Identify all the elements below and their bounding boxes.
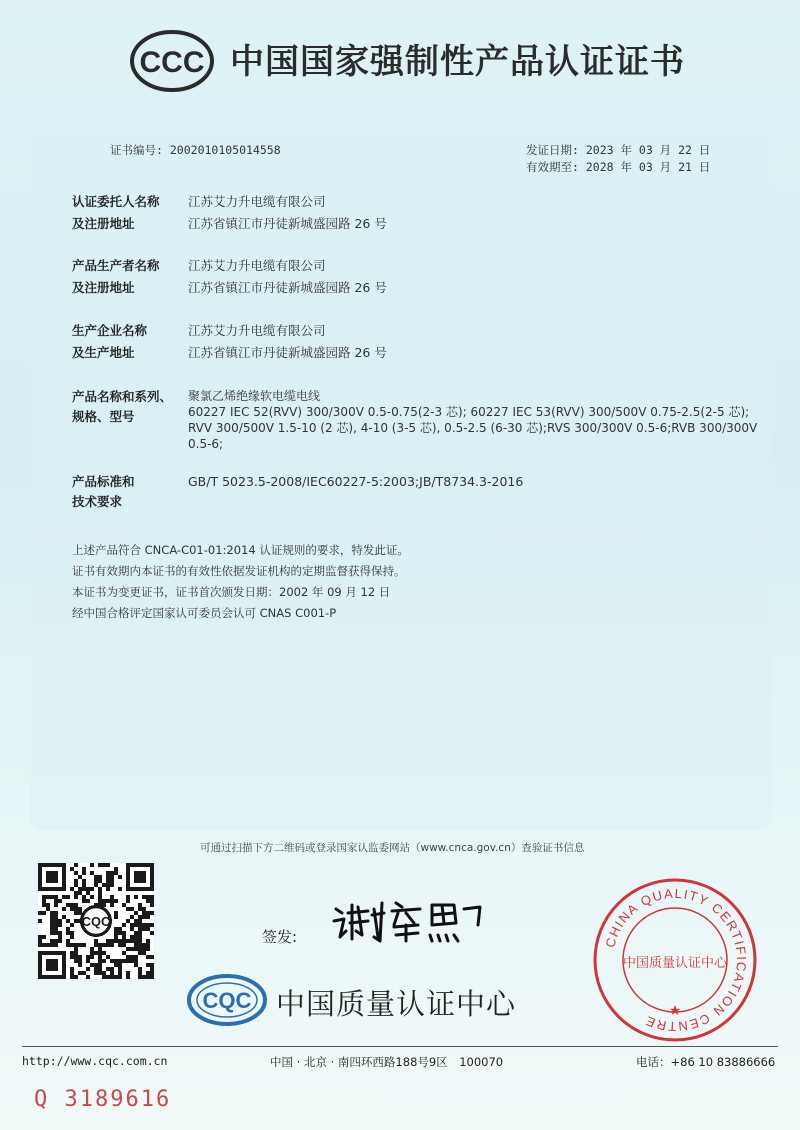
official-seal — [590, 875, 760, 1045]
field-label: 生产企业名称 — [72, 323, 148, 338]
certificate-dates — [526, 142, 710, 176]
signature-label: 签发: — [262, 928, 298, 946]
seal-ring-text: CHINA QUALITY CERTIFICATION CENTRE — [602, 885, 750, 1035]
expiry-date-value: 2028 年 03 月 21 日 — [585, 160, 711, 174]
footer-telephone: 电话：+86 10 83886666 — [636, 1055, 776, 1069]
field-label: 产品生产者名称 — [72, 258, 160, 273]
note-line: 上述产品符合 CNCA-C01-01:2014 认证规则的要求，特发此证。 — [72, 543, 409, 557]
field-value: RVV 300/500V 1.5-10 (2 芯), 4-10 (3-5 芯), 0.5-2.5 (6-30 芯);RVS 300/300V 0.5-6;RVB 300/300V — [188, 421, 758, 435]
issue-date-value: 2023 年 03 月 22 日 — [585, 143, 711, 157]
field-value: GB/T 5023.5-2008/IEC60227-5:2003;JB/T8734.3-2016 — [188, 474, 524, 489]
seal-star-icon: ★ — [668, 1003, 682, 1019]
issue-date-label: 发证日期: — [526, 143, 579, 157]
field-label: 产品标准和 — [72, 474, 135, 489]
field-value: 60227 IEC 52(RVV) 300/300V 0.5-0.75(2-3 芯); 60227 IEC 53(RVV) 300/500V 0.75-2.5(2-5 芯); — [188, 405, 750, 419]
footer-address: 中国 · 北京 · 南四环西路188号9区 100070 — [270, 1055, 504, 1069]
ccc-logo-text: CCC — [139, 46, 205, 79]
field-label: 规格、型号 — [72, 409, 135, 424]
cert-no-value: 2002010105014558 — [169, 143, 281, 157]
field-value: 江苏省镇江市丹徒新城盛园路 26 号 — [188, 280, 387, 295]
field-value: 0.5-6; — [188, 437, 224, 451]
cqc-logo — [186, 973, 268, 1027]
ccc-logo — [130, 30, 214, 92]
field-label: 及注册地址 — [72, 280, 135, 295]
field-value: 聚氯乙烯绝缘软电缆电线 — [188, 389, 321, 403]
qr-center-text: CQC — [81, 914, 111, 930]
seal-center-text: 中国质量认证中心 — [622, 956, 728, 971]
serial-number: Q 3189616 — [34, 1087, 172, 1112]
handwritten-signature — [328, 895, 488, 947]
field-label: 技术要求 — [72, 494, 123, 509]
issuer-name: 中国质量认证中心 — [276, 987, 517, 1021]
field-label: 及注册地址 — [72, 216, 135, 231]
cert-no-label: 证书编号: — [110, 143, 163, 157]
cqc-logo-text: CQC — [202, 988, 252, 1013]
note-line: 证书有效期内本证书的有效性依据发证机构的定期监督获得保持。 — [72, 564, 406, 578]
field-value: 江苏艾力升电缆有限公司 — [188, 258, 326, 273]
footer-url[interactable]: http://www.cqc.com.cn — [22, 1054, 168, 1068]
field-value: 江苏省镇江市丹徒新城盛园路 26 号 — [188, 345, 387, 360]
field-label: 及生产地址 — [72, 345, 135, 360]
footer-divider — [22, 1046, 778, 1047]
field-label: 产品名称和系列、 — [72, 389, 173, 404]
qr-code[interactable] — [38, 863, 154, 979]
certificate-number — [110, 142, 281, 158]
field-value: 江苏省镇江市丹徒新城盛园路 26 号 — [188, 216, 387, 231]
verification-instructions: 可通过扫描下方二维码或登录国家认监委网站（www.cnca.gov.cn）查验证书信息 — [200, 842, 585, 854]
field-value: 江苏艾力升电缆有限公司 — [188, 194, 326, 209]
field-value: 江苏艾力升电缆有限公司 — [188, 323, 326, 338]
field-label: 认证委托人名称 — [72, 194, 160, 209]
note-line: 本证书为变更证书，证书首次颁发日期：2002 年 09 月 12 日 — [72, 585, 391, 599]
certificate-notes — [72, 540, 409, 624]
note-line: 经中国合格评定国家认可委员会认可 CNAS C001-P — [72, 606, 337, 620]
expiry-date-label: 有效期至: — [526, 160, 579, 174]
certificate-title: 中国国家强制性产品认证证书 — [230, 42, 685, 82]
